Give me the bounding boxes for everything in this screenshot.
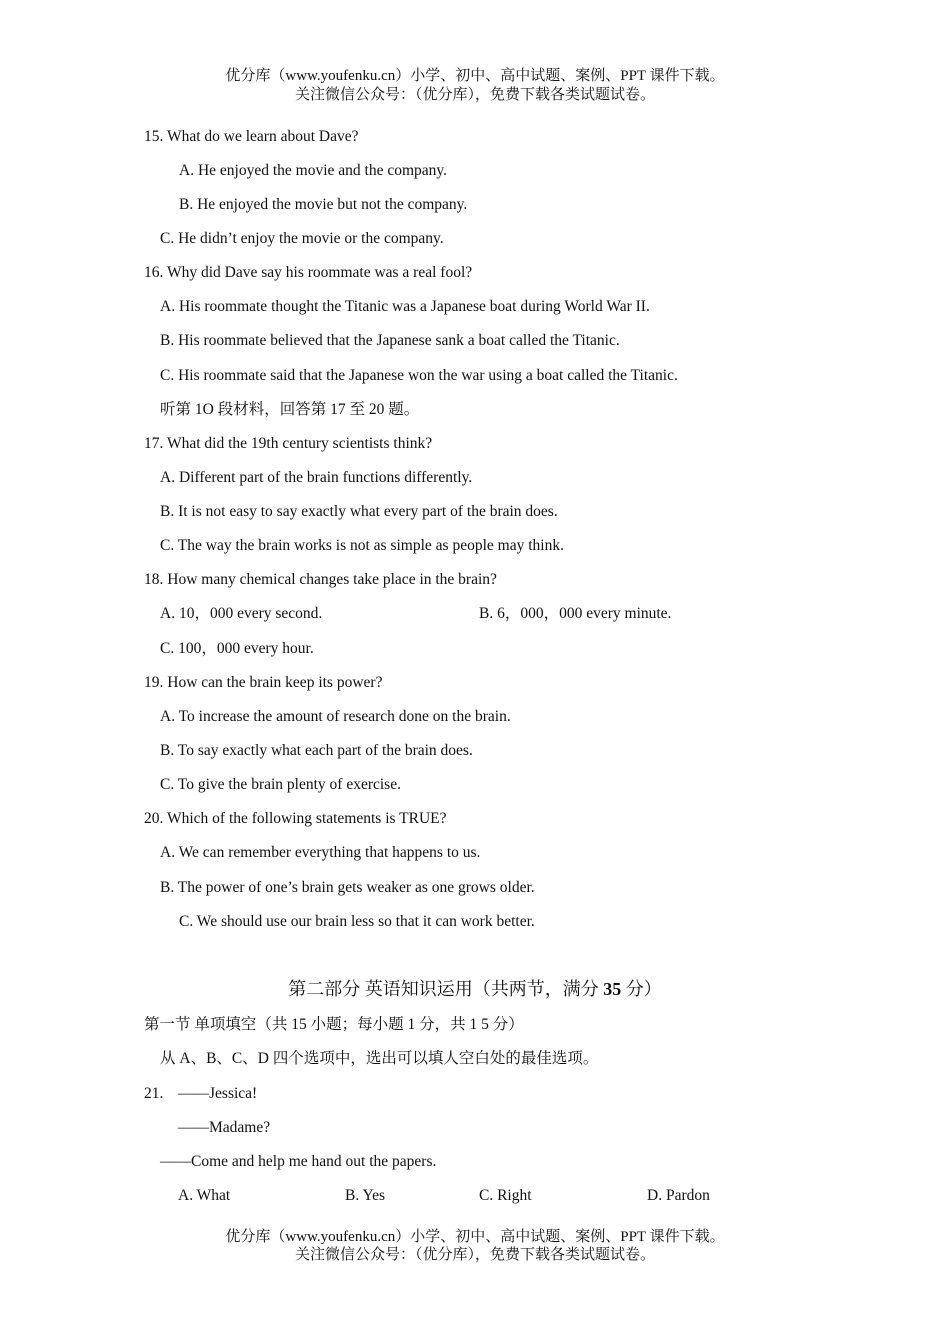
question-18-stem: 18. How many chemical changes take place in the brain? <box>144 571 497 588</box>
question-15-option-c: C. He didn’t enjoy the movie or the company. <box>160 230 444 247</box>
part-2-title-prefix: 第二部分 英语知识运用（共两节，满分 <box>288 979 599 999</box>
question-21-dialogue-line-3: ——Come and help me hand out the papers. <box>160 1153 437 1170</box>
question-17-option-b: B. It is not easy to say exactly what every part of the brain does. <box>160 503 558 520</box>
question-20-option-a: A. We can remember everything that happens to us. <box>160 844 481 861</box>
question-17-option-c: C. The way the brain works is not as simple as people may think. <box>160 537 564 554</box>
question-15-option-a: A. He enjoyed the movie and the company. <box>179 162 448 179</box>
question-18-option-a: A. 10，000 every second. <box>160 605 323 622</box>
question-20-option-c: C. We should use our brain less so that it can work better. <box>179 913 535 930</box>
question-16-option-c: C. His roommate said that the Japanese won the war using a boat called the Titanic. <box>160 367 678 384</box>
question-19-stem: 19. How can the brain keep its power? <box>144 674 383 691</box>
question-21-option-a: A. What <box>178 1187 231 1204</box>
question-21-number: 21. <box>144 1085 164 1102</box>
question-18-option-b: B. 6，000，000 every minute. <box>479 605 672 622</box>
question-17-option-a: A. Different part of the brain functions differently. <box>160 469 473 486</box>
question-15-stem: 15. What do we learn about Dave? <box>144 128 359 145</box>
header-line-1: 优分库（www.youfenku.cn）小学、初中、高中试题、案例、PPT 课件下载。 <box>225 68 725 84</box>
question-15-option-b: B. He enjoyed the movie but not the company. <box>179 196 468 213</box>
question-16-option-b: B. His roommate believed that the Japanese sank a boat called the Titanic. <box>160 332 620 349</box>
footer-line-2: 关注微信公众号：（优分库），免费下载各类试题试卷。 <box>294 1247 655 1263</box>
question-16-option-a: A. His roommate thought the Titanic was a Japanese boat during World War II. <box>160 298 650 315</box>
question-19-option-a: A. To increase the amount of research done on the brain. <box>160 708 511 725</box>
question-20-stem: 20. Which of the following statements is TRUE? <box>144 810 447 827</box>
footer-line-1: 优分库（www.youfenku.cn）小学、初中、高中试题、案例、PPT 课件下载。 <box>225 1229 725 1245</box>
question-21-option-b: B. Yes <box>345 1187 386 1204</box>
question-18-option-c: C. 100，000 every hour. <box>160 640 314 657</box>
question-21-option-d: D. Pardon <box>647 1187 710 1204</box>
section-1-title: 第一节 单项填空（共 15 小题；每小题 1 分，共 1 5 分） <box>144 1016 524 1033</box>
question-19-option-c: C. To give the brain plenty of exercise. <box>160 776 401 793</box>
question-21-dialogue-line-1: ——Jessica! <box>178 1085 258 1102</box>
question-16-stem: 16. Why did Dave say his roommate was a real fool? <box>144 264 473 281</box>
question-21-dialogue-line-2: ——Madame? <box>178 1119 271 1136</box>
question-20-option-b: B. The power of one’s brain gets weaker as one grows older. <box>160 879 535 896</box>
part-2-title <box>0 979 950 999</box>
section-10-note: 听第 1O 段材料，回答第 17 至 20 题。 <box>160 401 420 418</box>
part-2-title-suffix: 分） <box>625 979 662 999</box>
question-19-option-b: B. To say exactly what each part of the brain does. <box>160 742 473 759</box>
header-line-2: 关注微信公众号：（优分库），免费下载各类试题试卷。 <box>294 87 655 103</box>
section-1-instruction: 从 A、B、C、D 四个选项中，选出可以填人空白处的最佳选项。 <box>160 1050 599 1067</box>
question-21-option-c: C. Right <box>479 1187 532 1204</box>
question-17-stem: 17. What did the 19th century scientists think? <box>144 435 433 452</box>
part-2-title-score: 35 <box>603 979 622 999</box>
